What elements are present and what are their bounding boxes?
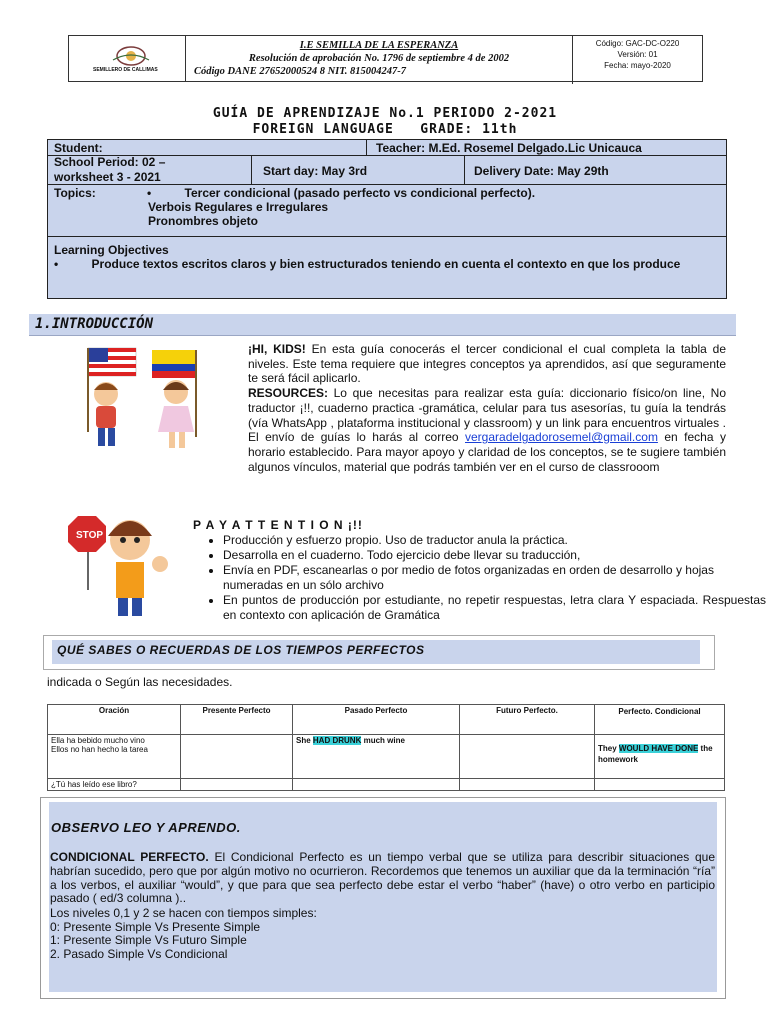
- condicional-highlight: WOULD HAVE DONE: [618, 744, 699, 753]
- pay-attention-heading: P A Y A T T E N T I O N ¡!!: [193, 518, 363, 532]
- stop-boy-illustration: [64, 510, 184, 620]
- logo-caption: SEMILLERO DE CALLIMAS: [93, 67, 158, 73]
- attention-item: • Desarrolla en el cuaderno. Todo ejercicio debe llevar su traducción,: [223, 548, 766, 563]
- table-cell: [293, 735, 460, 779]
- col-condicional: Perfecto. Condicional: [595, 705, 725, 735]
- document-meta: [573, 36, 702, 83]
- doc-version: Versión: 01: [617, 50, 658, 59]
- que-sabes-box: [43, 635, 715, 670]
- resolution: Resolución de aprobación No. 1796 de septiembre 4 de 2002: [248, 53, 510, 64]
- condicional-text-end: the homework: [598, 744, 713, 764]
- pasado-text: She: [296, 736, 313, 745]
- table-cell: [595, 779, 725, 791]
- teacher-email-link[interactable]: vergaradelgadorosemel@gmail.com: [465, 430, 658, 445]
- table-cell: [181, 779, 293, 791]
- intro-text-2: Lo que necesitas para realizar esta guía: diccionario físico/on line, No traductor ¡!!, cuaderno practica -gramática, celular para tus asesorías, tu guía la tendrás (vía WhatsApp , plataforma institucional y classroom) y un link para encuentros virtuales . El envío de guías lo harás al correo: [248, 386, 726, 445]
- attention-item: • Envía en PDF, escanearlas o por medio de fotos organizadas en orden de desarrollo y hojas numeradas en un sólo archivo: [223, 563, 766, 593]
- tenses-table: [47, 704, 725, 791]
- doc-date: Fecha: mayo-2020: [604, 61, 671, 70]
- topic-1: • Tercer condicional (pasado perfecto vs condicional perfecto).: [147, 186, 536, 200]
- que-sabes-heading: QUÉ SABES O RECUERDAS DE LOS TIEMPOS PERFECTOS: [57, 643, 425, 657]
- stop-sign-text: STOP: [76, 530, 104, 541]
- col-presente: Presente Perfecto: [181, 705, 293, 735]
- guide-title: GUÍA DE APRENDIZAJE No.1 PERIODO 2-2021: [212, 106, 558, 121]
- table-cell: [595, 735, 725, 779]
- observo-heading: OBSERVO LEO Y APRENDO.: [51, 820, 241, 835]
- intro-text-1: En esta guía conocerás el tercer condicional el cual completa la tabla de niveles. Este tema requiere que integres conceptos ya aprendidos, así que seguramente te será fácil aplicarlo.: [248, 342, 726, 386]
- levels-item: 0: Presente Simple Vs Presente Simple: [50, 919, 261, 934]
- attention-item: • En puntos de producción por estudiante, no repetir respuestas, letra clara Y espaciada. Respuestas en contexto con aplicación de Gramática: [223, 593, 766, 623]
- intro-heading: 1.INTRODUCCIÓN: [35, 316, 154, 332]
- institution-header: [68, 35, 703, 82]
- dane-code: Código DANE 27652000524 8 NIT. 815004247-7: [194, 66, 406, 77]
- intro-paragraph: [248, 342, 726, 474]
- table-cell: [460, 779, 595, 791]
- table-cell: [293, 779, 460, 791]
- pasado-highlight: HAD DRUNK: [312, 736, 362, 745]
- cp-text: El Condicional Perfecto es un tiempo verbal que se utiliza para describir situaciones que habrían sucedido, pero que por algún motivo no ocurrieron. Recordemos que tenemos un auxiliar que da la terminación “ría” a los verbos, el auxiliar “would”, y que para que sea perfecto debe estar el verbo “haber” (have) o otro verbo en participio pasado ( ed/3 columna )..: [50, 850, 715, 906]
- topic-2: Verbois Regulares e Irregulares: [148, 200, 329, 214]
- objectives-label: Learning Objectives: [54, 243, 169, 257]
- objective-text: • Produce textos escritos claros y bien estructurados teniendo en cuenta el contexto en que los produce: [54, 257, 681, 271]
- observo-section: [40, 797, 726, 999]
- levels-item: Los niveles 0,1 y 2 se hacen con tiempos simples:: [50, 906, 317, 920]
- hi-kids: ¡HI, KIDS!: [248, 342, 306, 356]
- levels-list: [50, 907, 317, 961]
- observo-paragraph: [50, 851, 715, 906]
- guide-subtitle: FOREIGN LANGUAGE GRADE: 11th: [252, 122, 518, 137]
- que-sabes-note: indicada o Según las necesidades.: [47, 675, 233, 689]
- attention-list: [183, 533, 766, 623]
- sentence-2: Ellos no han hecho la tarea: [51, 745, 148, 754]
- table-cell: [48, 735, 181, 779]
- col-oracion: Oración: [48, 705, 181, 735]
- school-logo-icon: [69, 36, 185, 81]
- sentence-1: Ella ha bebido mucho vino: [51, 736, 145, 745]
- institution-info: [186, 36, 573, 84]
- info-panel: [47, 139, 727, 299]
- table-cell: [181, 735, 293, 779]
- teacher-label: Teacher: M.Ed. Rosemel Delgado.Lic Unicauca: [376, 141, 642, 155]
- resources-label: RESOURCES:: [248, 386, 329, 401]
- topics-label: Topics:: [54, 186, 96, 200]
- col-pasado: Pasado Perfecto: [293, 705, 460, 735]
- table-cell: ¿Tú has leído ese libro?: [48, 779, 181, 791]
- delivery-date: Delivery Date: May 29th: [474, 164, 609, 178]
- school-name: I.E SEMILLA DE LA ESPERANZA: [299, 40, 459, 51]
- start-day: Start day: May 3rd: [263, 164, 368, 178]
- pasado-text-end: much wine: [361, 736, 405, 745]
- intro-heading-bar: [29, 314, 736, 336]
- period-line1: School Period: 02 –: [54, 155, 166, 169]
- col-futuro: Futuro Perfecto.: [460, 705, 595, 735]
- topic-3: Pronombres objeto: [148, 214, 259, 228]
- period-line2: worksheet 3 - 2021: [54, 170, 161, 184]
- table-cell: [460, 735, 595, 779]
- doc-code: Código: GAC-DC-O220: [595, 39, 680, 48]
- student-label: Student:: [54, 141, 103, 155]
- condicional-text: They: [598, 744, 617, 753]
- logo-cell: [69, 36, 186, 81]
- attention-item: • Producción y esfuerzo propio. Uso de traductor anula la práctica.: [223, 533, 766, 548]
- levels-item: 2. Pasado Simple Vs Condicional: [50, 946, 228, 961]
- cp-label: CONDICIONAL PERFECTO.: [50, 850, 209, 864]
- levels-item: 1: Presente Simple Vs Futuro Simple: [50, 933, 247, 947]
- intro-text-3: en fecha y horario establecido. Para mayor apoyo y claridad de los conceptos, se te sugiere también algunos vínculos, material que podrás también ver en el curso de classrooom: [248, 430, 726, 474]
- kids-flags-illustration: [66, 342, 236, 452]
